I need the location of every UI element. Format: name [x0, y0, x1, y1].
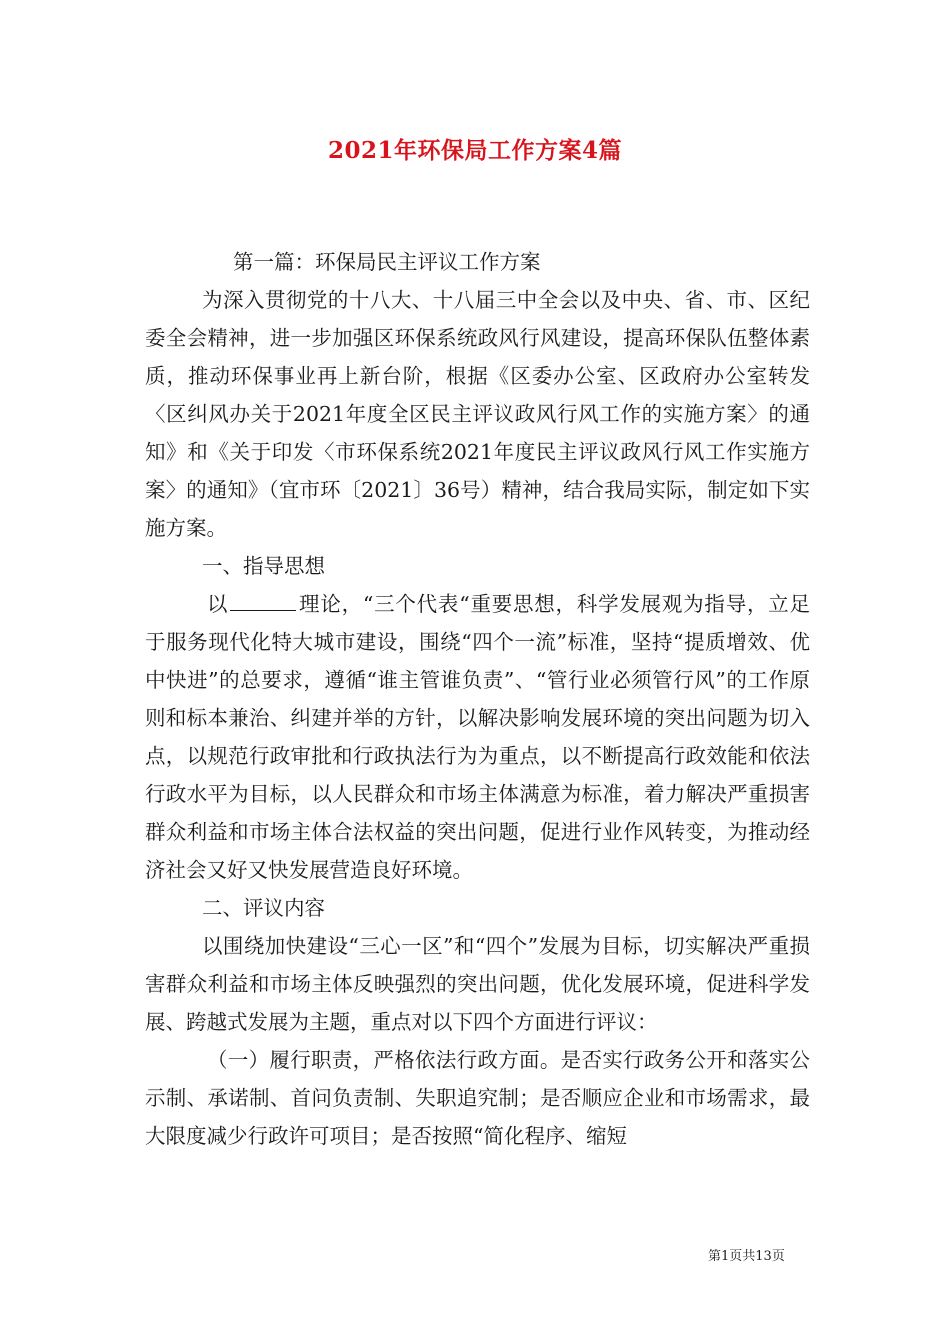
intro-paragraph: 为深入贯彻党的十八大、十八届三中全会以及中央、省、市、区纪委全会精神，进一步加强区环保系统政风行风建设，提高环保队伍整体素质，推动环保事业再上新台阶，根据《区委办公室、区政府办公室转发〈区纠风办关于2021年度全区民主评议政风行风工作的实施方案〉的通知》和《关于印发〈市环保系统2021年度民主评议政风行风工作实施方案〉的通知》（宜市环〔2021〕36号）精神，结合我局实际，制定如下实施方案。 — [145, 288, 810, 540]
content-paragraph: 以围绕加快建设“三心一区”和“四个”发展为目标，切实解决严重损害群众利益和市场主体反映强烈的突出问题，优化发展环境，促进科学发展、跨越式发展为主题，重点对以下四个方面进行评议： — [145, 934, 810, 1034]
heading-guiding-principle: 一、指导思想 — [202, 554, 325, 578]
document-body — [145, 243, 810, 1155]
heading-review-content: 二、评议内容 — [202, 896, 325, 920]
guiding-paragraph — [145, 585, 810, 889]
guiding-rest: 理论，“三个代表“重要思想，科学发展观为指导，立足于服务现代化特大城市建设，围绕“四个一流”标准，坚持“提质增效、优中快进”的总要求，遵循“谁主管谁负责”、“管行业必须管行风”的工作原则和标本兼治、纠建并举的方针，以解决影响发展环境的突出问题为切入点，以规范行政审批和行政执法行为为重点，以不断提高行政效能和依法行政水平为目标，以人民群众和市场主体满意为标准，着力解决严重损害群众利益和市场主体合法权益的突出问题，促进行业作风转变，为推动经济社会又好又快发展营造良好环境。 — [145, 592, 811, 882]
blank-underline — [230, 592, 296, 611]
document-title: 2021年环保局工作方案4篇 — [327, 137, 623, 164]
item-1-paragraph: （一）履行职责，严格依法行政方面。是否实行政务公开和落实公示制、承诺制、首问负责制、失职追究制；是否顺应企业和市场需求，最大限度减少行政许可项目；是否按照“简化程序、缩短 — [145, 1048, 810, 1148]
page-number: 第1页共13页 — [708, 1249, 785, 1264]
section-heading: 第一篇：环保局民主评议工作方案 — [233, 250, 541, 274]
guiding-prefix: 以 — [207, 592, 229, 616]
